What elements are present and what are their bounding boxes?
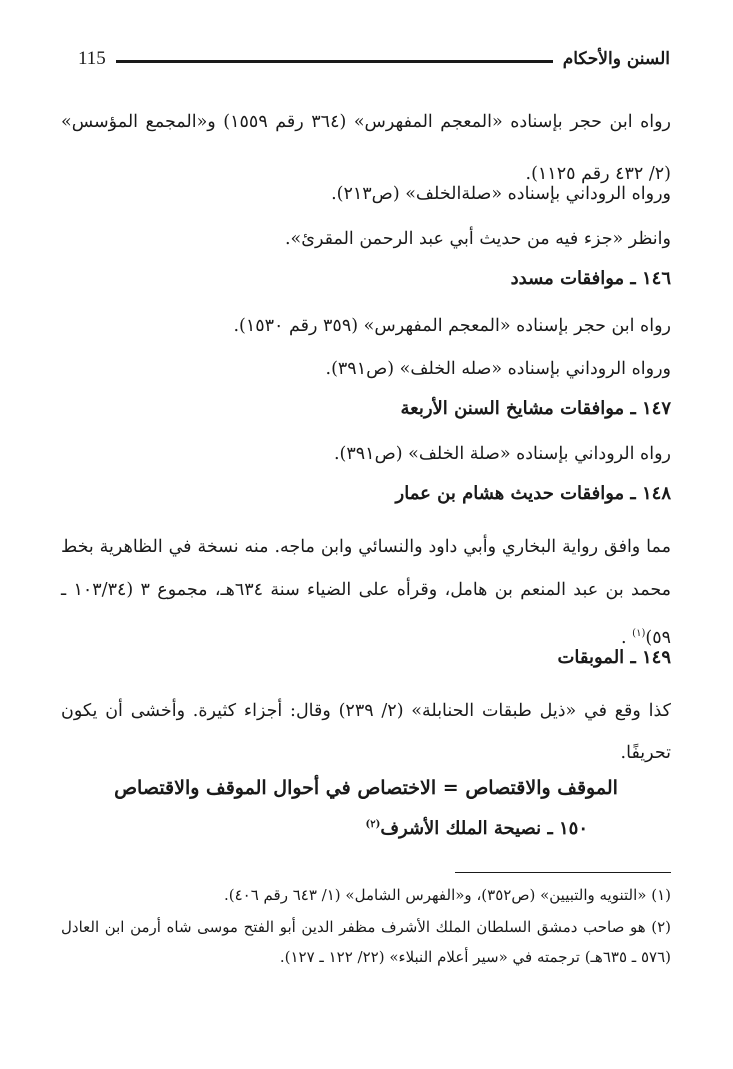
paragraph-147-rudani: رواه الروداني بإسناده «صلة الخلف» (ص٣٩١). <box>333 444 671 464</box>
footnote-ref-2[interactable]: (٢) <box>365 819 381 830</box>
paragraph-149-description: كذا وقع في «ذيل طبقات الحنابلة» (٢/ ٢٣٩) وقال: أجزاء كثيرة. وأخشى أن يكون تحريفًا. <box>61 701 671 763</box>
page-number: 115 <box>78 48 106 69</box>
paragraph-148-description <box>61 526 671 660</box>
section-title-mawqif: الموقف والاقتصاص = الاختصاص في أحوال الموقف والاقتصاص <box>114 777 618 799</box>
footnote-ref-1[interactable]: (١) <box>632 628 646 639</box>
paragraph-146-rudani: ورواه الروداني بإسناده «صله الخلف» (ص٣٩١). <box>325 359 671 379</box>
paragraph-ibn-hajar-mujam: رواه ابن حجر بإسناده «المعجم المفهرس» (٣٦٤ رقم ١٥٥٩) و«المجمع المؤسس» (٢/ ٤٣٢ رقم ١١٢٥). <box>61 112 672 184</box>
paragraph-see-juz: وانظر «جزء فيه من حديث أبي عبد الرحمن المقرئ». <box>284 229 671 249</box>
heading-148: ١٤٨ ـ موافقات حديث هشام بن عمار <box>395 483 671 504</box>
footnote-2: (٢) هو صاحب دمشق السلطان الملك الأشرف مظفر الدين أبو الفتح موسى شاه أرمن ابن العادل (٥٧٦ ـ ٦٣٥هـ) ترجمته في «سير أعلام النبلاء» (٢٢/ ١٢٢ ـ ١٢٧). <box>61 918 671 966</box>
heading-150 <box>61 818 588 839</box>
paragraph-rudani-silat: ورواه الروداني بإسناده «صلةالخلف» (ص٢١٣). <box>331 184 671 204</box>
heading-147: ١٤٧ ـ موافقات مشايخ السنن الأربعة <box>400 398 671 419</box>
paragraph-148-tail: . <box>621 627 633 648</box>
header-rule <box>116 60 553 63</box>
footnote-1: (١) «التنويه والتبيين» (ص٣٥٢)، و«الفهرس الشامل» (١/ ٦٤٣ رقم ٤٠٦). <box>223 886 671 904</box>
paragraph-148-text: مما وافق رواية البخاري وأبي داود والنسائي وابن ماجه. منه نسخة في الظاهرية بخط محمد بن عبد المنعم بن هامل، وقرأه على الضياء سنة ٦٣٤هـ، مجموع ٣ (١٠٣/٣٤ ـ ٥٩) <box>61 537 671 648</box>
footnote-divider <box>455 872 671 873</box>
paragraph-146-ibn-hajar: رواه ابن حجر بإسناده «المعجم المفهرس» (٣٥٩ رقم ١٥٣٠). <box>233 316 671 336</box>
heading-149: ١٤٩ ـ الموبقات <box>557 647 671 668</box>
page-header <box>78 42 670 76</box>
heading-146: ١٤٦ ـ موافقات مسدد <box>510 268 671 289</box>
running-title: السنن والأحكام <box>562 49 670 69</box>
heading-150-text: ١٥٠ ـ نصيحة الملك الأشرف <box>380 818 588 839</box>
